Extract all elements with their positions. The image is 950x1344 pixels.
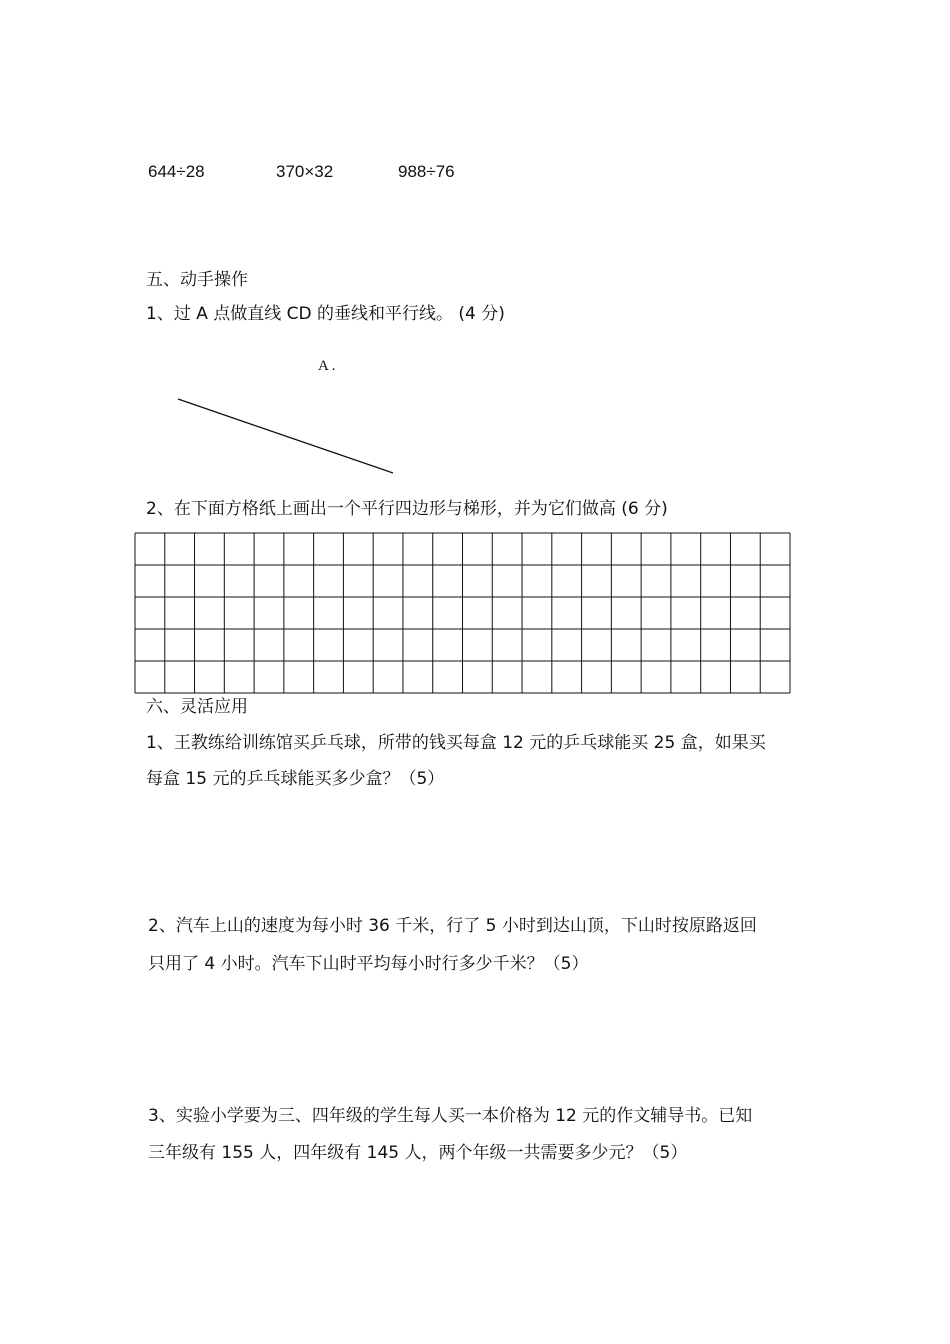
section-6-question-1-line-1: 1、王教练给训练馆买乒乓球，所带的钱买每盒 12 元的乒乓球能买 25 盒，如果买 bbox=[146, 733, 766, 753]
section-6-heading: 六、灵活应用 bbox=[146, 697, 248, 717]
calc-3: 988÷76 bbox=[398, 162, 455, 181]
section-6-question-2-line-2: 只用了 4 小时。汽车下山时平均每小时行多少千米？（5） bbox=[148, 954, 589, 974]
point-a-label: A . bbox=[318, 358, 336, 374]
section-5-heading: 五、动手操作 bbox=[146, 270, 248, 290]
section-5-question-1: 1、过 A 点做直线 CD 的垂线和平行线。 (4 分) bbox=[146, 304, 505, 324]
line-cd bbox=[178, 399, 393, 473]
section-6-question-1-line-2: 每盒 15 元的乒乓球能买多少盒？（5） bbox=[146, 769, 445, 789]
section-5-question-2: 2、在下面方格纸上画出一个平行四边形与梯形，并为它们做高 (6 分) bbox=[146, 499, 668, 519]
section-6-question-3-line-1: 3、实验小学要为三、四年级的学生每人买一本价格为 12 元的作文辅导书。已知 bbox=[148, 1106, 753, 1126]
section-6-question-3-line-2: 三年级有 155 人，四年级有 145 人，两个年级一共需要多少元？（5） bbox=[148, 1143, 688, 1163]
calc-1: 644÷28 bbox=[148, 162, 205, 181]
section-6-question-2-line-1: 2、汽车上山的速度为每小时 36 千米，行了 5 小时到达山顶，下山时按原路返回 bbox=[148, 916, 757, 936]
grid-paper bbox=[135, 533, 790, 693]
calc-2: 370×32 bbox=[276, 162, 334, 181]
